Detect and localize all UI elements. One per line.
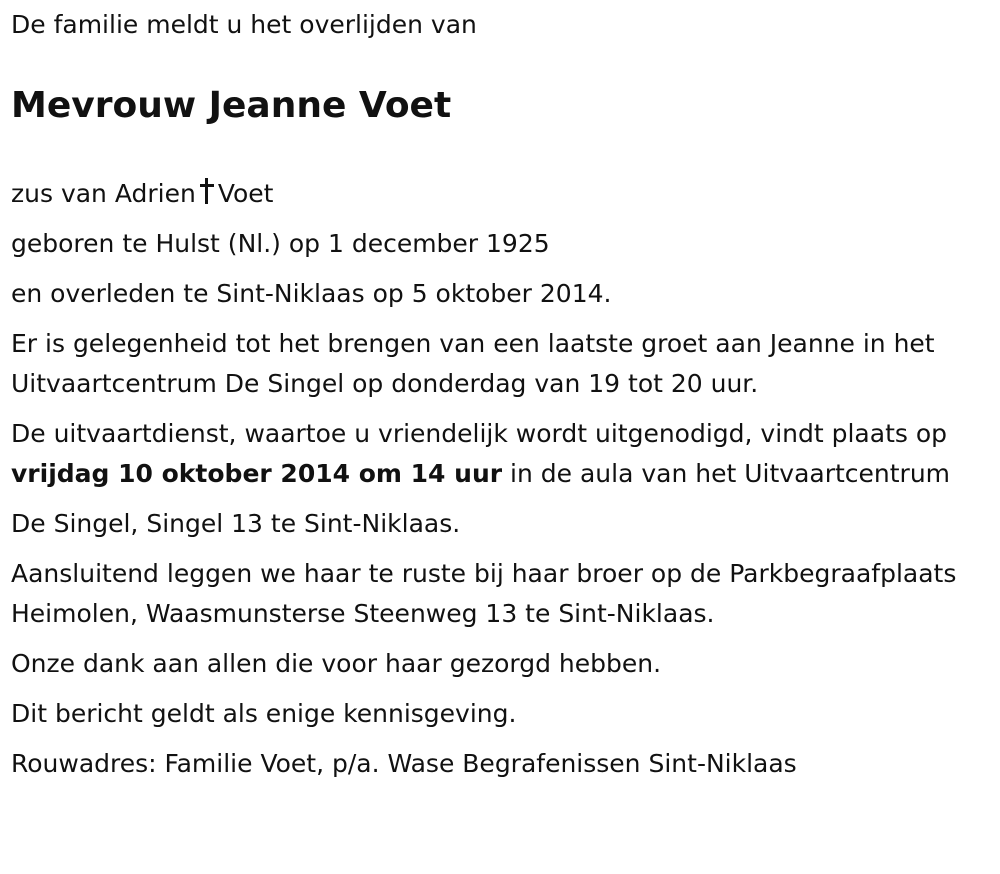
- burial-text: Aansluitend leggen we haar te ruste bij haar broer op de Parkbegraafplaats Heimolen, Waasmunsterse Steenweg 13 te Sint-Niklaas.: [11, 559, 957, 628]
- service-datetime: vrijdag 10 oktober 2014 om 14 uur: [11, 459, 503, 488]
- visitation-text: Er is gelegenheid tot het brengen van een laatste groet aan Jeanne in het Uitvaartcentrum De Singel op donderdag van 19 tot 20 uur.: [11, 329, 935, 398]
- only-notice-text: Dit bericht geldt als enige kennisgeving.: [11, 699, 517, 728]
- notice-body: [11, 174, 986, 794]
- deceased-name: Mevrouw Jeanne Voet: [11, 85, 452, 126]
- sibling-surname: Voet: [217, 179, 274, 208]
- thanks-text: Onze dank aan allen die voor haar gezorgd hebben.: [11, 649, 662, 678]
- cross-icon: [200, 178, 214, 204]
- birth-line: geboren te Hulst (Nl.) op 1 december 1925: [11, 229, 550, 258]
- service-after-text: in de aula van het Uitvaartcentrum: [510, 459, 951, 488]
- service-text: [11, 414, 986, 494]
- service-address: De Singel, Singel 13 te Sint-Niklaas.: [11, 509, 461, 538]
- sibling-prefix: zus van Adrien: [11, 179, 196, 208]
- death-line: en overleden te Sint-Niklaas op 5 oktober 2014.: [11, 279, 612, 308]
- mourning-address: Rouwadres: Familie Voet, p/a. Wase Begrafenissen Sint-Niklaas: [11, 749, 797, 778]
- service-before-text: De uitvaartdienst, waartoe u vriendelijk wordt uitgenodigd, vindt plaats op: [11, 419, 948, 448]
- sibling-line: [11, 174, 986, 214]
- intro-text: De familie meldt u het overlijden van: [11, 10, 477, 39]
